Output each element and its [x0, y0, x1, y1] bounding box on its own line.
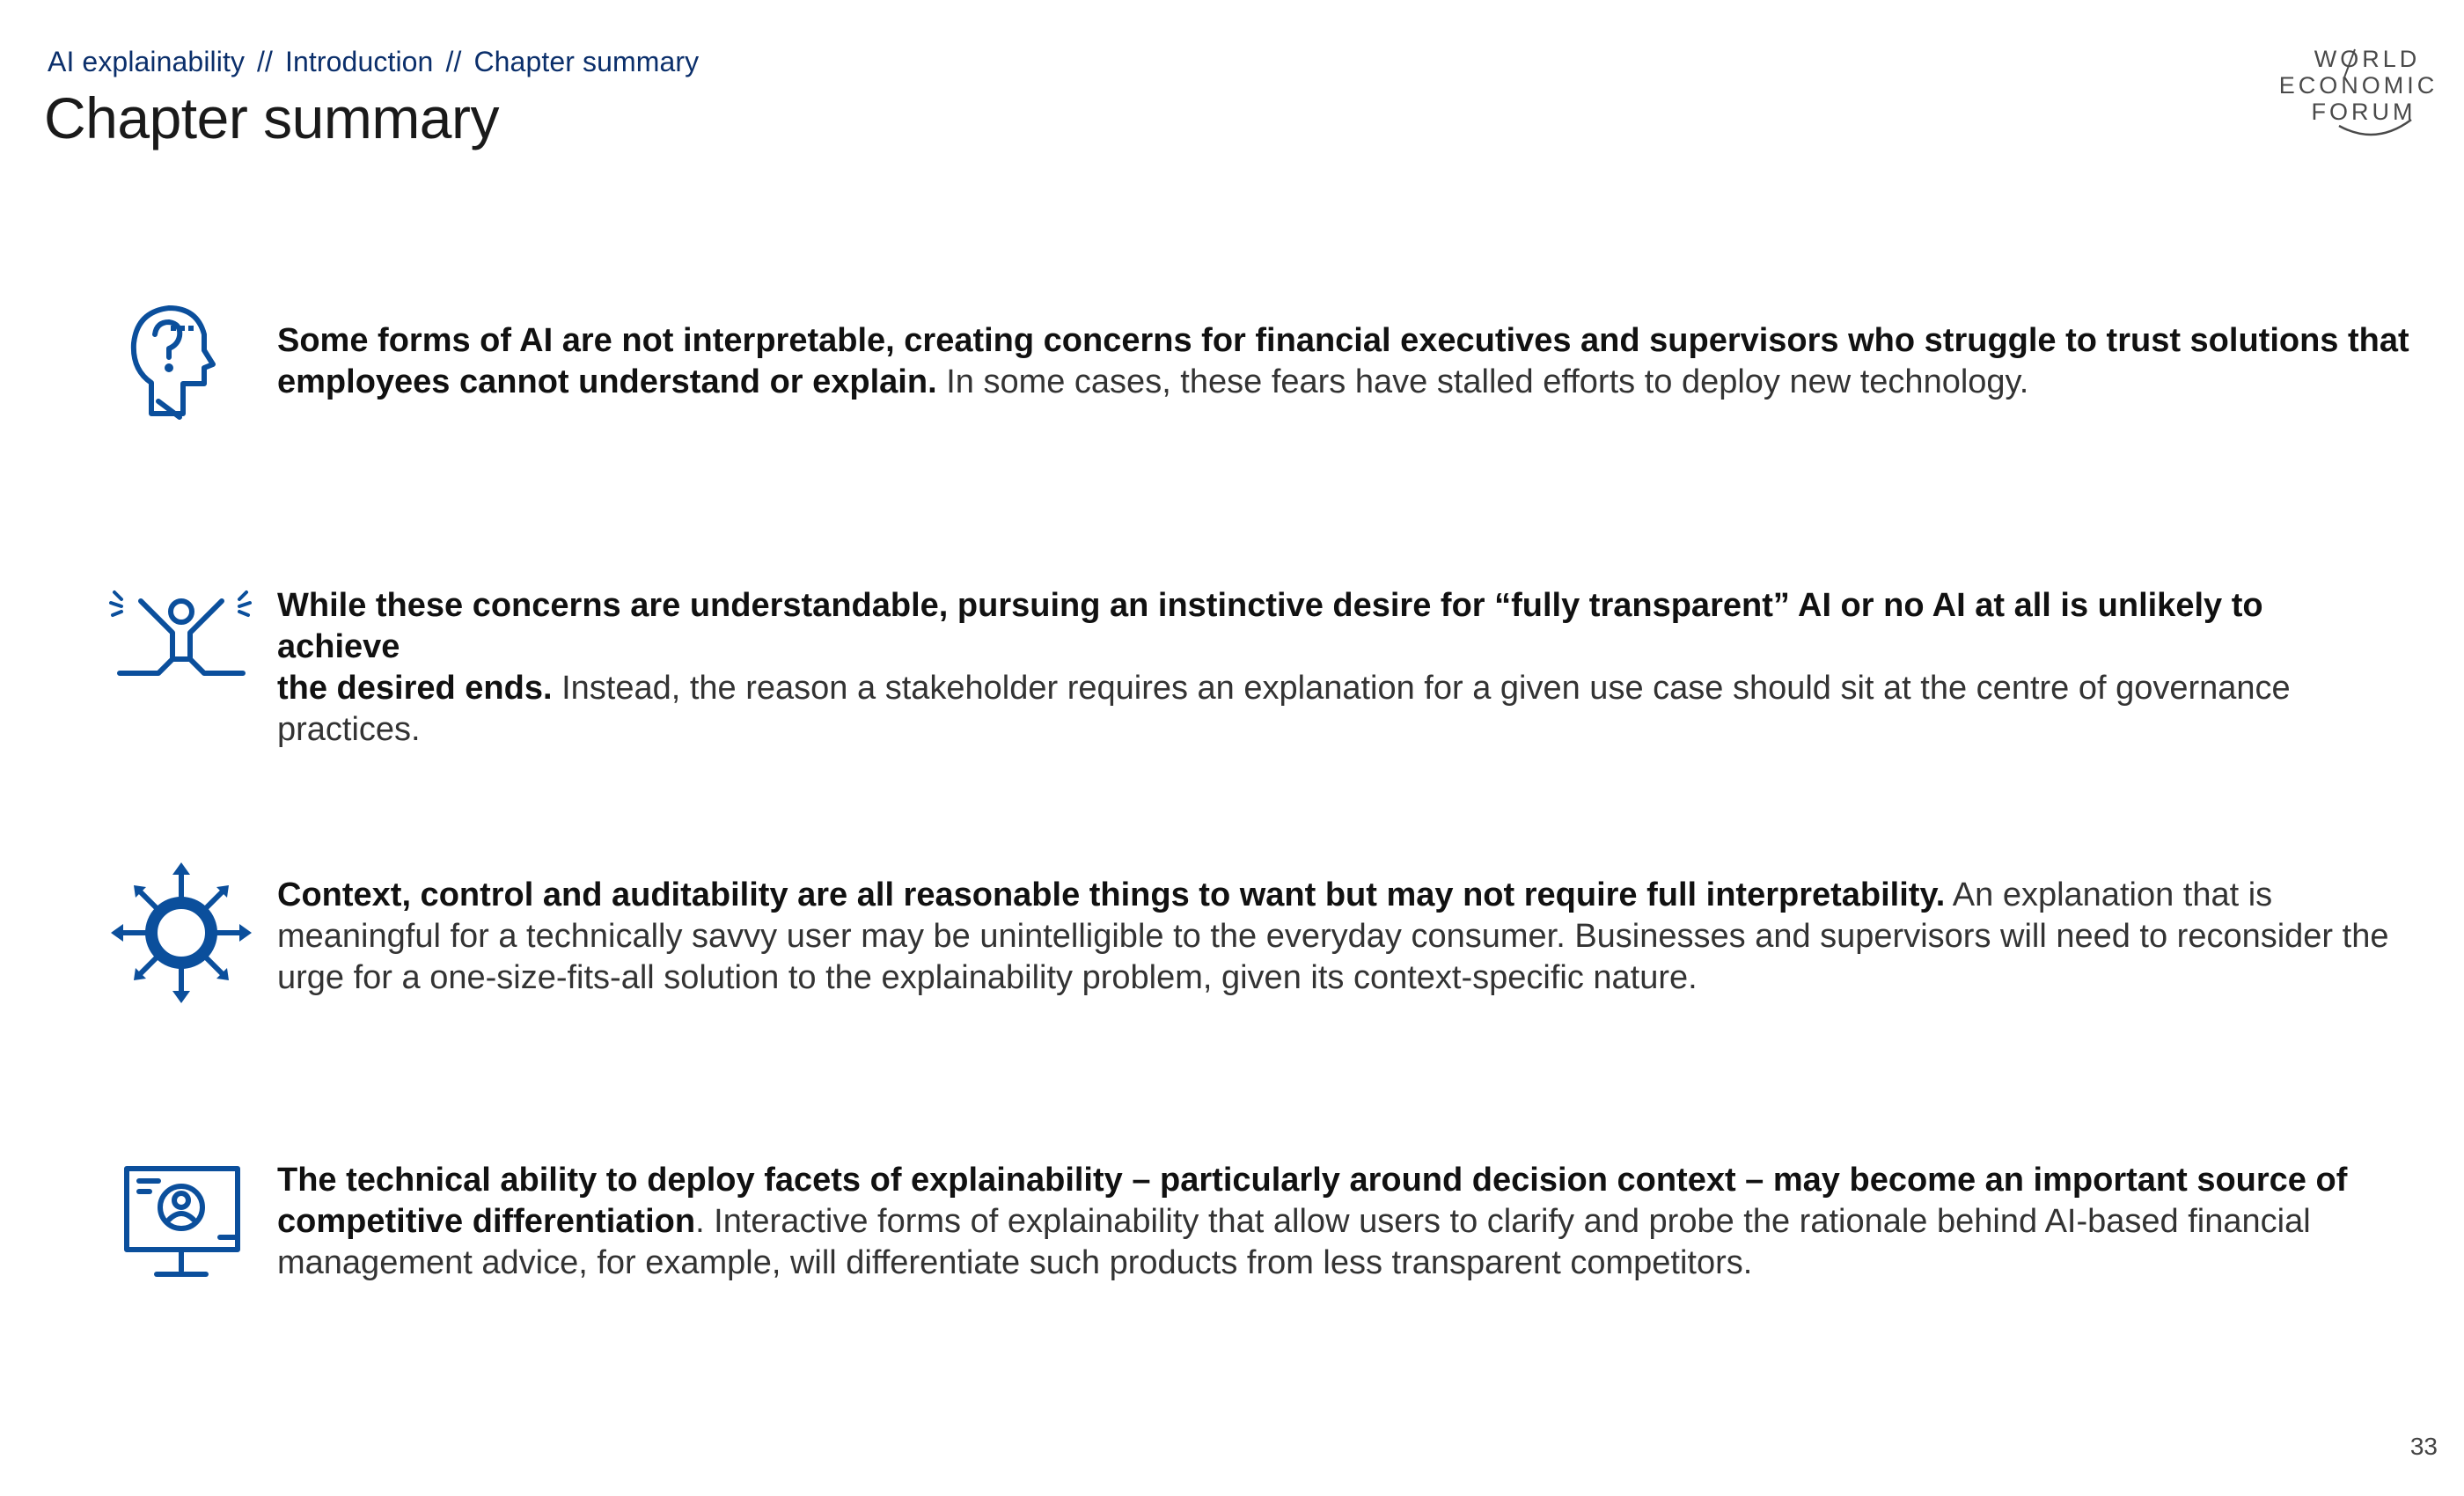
- person-stretching-icon: [106, 585, 264, 726]
- summary-bold-4b: competitive differentiation: [277, 1203, 696, 1240]
- summary-bold-1b: employees cannot understand or explain.: [277, 363, 937, 400]
- wef-logo-icon: [2270, 42, 2446, 148]
- gear-arrows-icon: [106, 862, 264, 1003]
- world-economic-forum-logo: [2270, 42, 2446, 148]
- breadcrumb-item-introduction[interactable]: Introduction: [285, 46, 434, 77]
- breadcrumb-item-chapter-summary[interactable]: Chapter summary: [473, 46, 700, 77]
- summary-bold-2c: the desired ends.: [277, 670, 553, 707]
- summary-bold-4a: The technical ability to deploy facets of explainability – particularly around decision context – may become an important source of: [277, 1162, 2348, 1199]
- breadcrumb-item-ai-explainability[interactable]: AI explainability: [48, 46, 246, 77]
- logo-line-economic: ECONOMIC: [2278, 72, 2438, 99]
- summary-bold-3a: Context, control and auditability are all reasonable things to want but may not require full interpretability.: [277, 876, 1946, 913]
- summary-normal-2: Instead, the reason a stakeholder requires an explanation for a given use case should sit at the centre of governance practices.: [277, 670, 2291, 748]
- logo-line-forum: FORUM: [2311, 99, 2416, 125]
- logo-line-world: WORLD: [2314, 46, 2421, 72]
- summary-bold-1a: Some forms of AI are not interpretable, creating concerns for financial executives and supervisors who struggle to trust solutions that: [277, 322, 2409, 359]
- page-number: 33: [2409, 1433, 2438, 1460]
- summary-text-4: [277, 1160, 2424, 1284]
- summary-text-1: [277, 320, 2424, 403]
- breadcrumb: [48, 46, 699, 78]
- summary-bold-2b: achieve: [277, 628, 400, 665]
- breadcrumb-separator: //: [445, 46, 462, 77]
- breadcrumb-separator: //: [257, 46, 274, 77]
- summary-normal-4: . Interactive forms of explainability that allow users to clarify and probe the rationale behind AI-based financial management advice, for example, will differentiate such products from less transparent competitors.: [277, 1203, 2311, 1281]
- summary-normal-1: In some cases, these fears have stalled efforts to deploy new technology.: [936, 363, 2029, 400]
- head-question-icon: [106, 299, 264, 440]
- summary-bold-2a: While these concerns are understandable, pursuing an instinctive desire for “fully transparent” AI or no AI at all is unlikely to: [277, 587, 2263, 624]
- page-title: Chapter summary: [44, 85, 499, 150]
- monitor-user-icon: [106, 1162, 264, 1302]
- summary-normal-3: An explanation that is meaningful for a technically savvy user may be unintelligible to the everyday consumer. Businesses and supervisors will need to reconsider the urge for a one-size-fits-all solution to the explainability problem, given its context-specific nature.: [277, 876, 2389, 996]
- summary-text-3: [277, 875, 2424, 999]
- summary-text-2: [277, 585, 2424, 751]
